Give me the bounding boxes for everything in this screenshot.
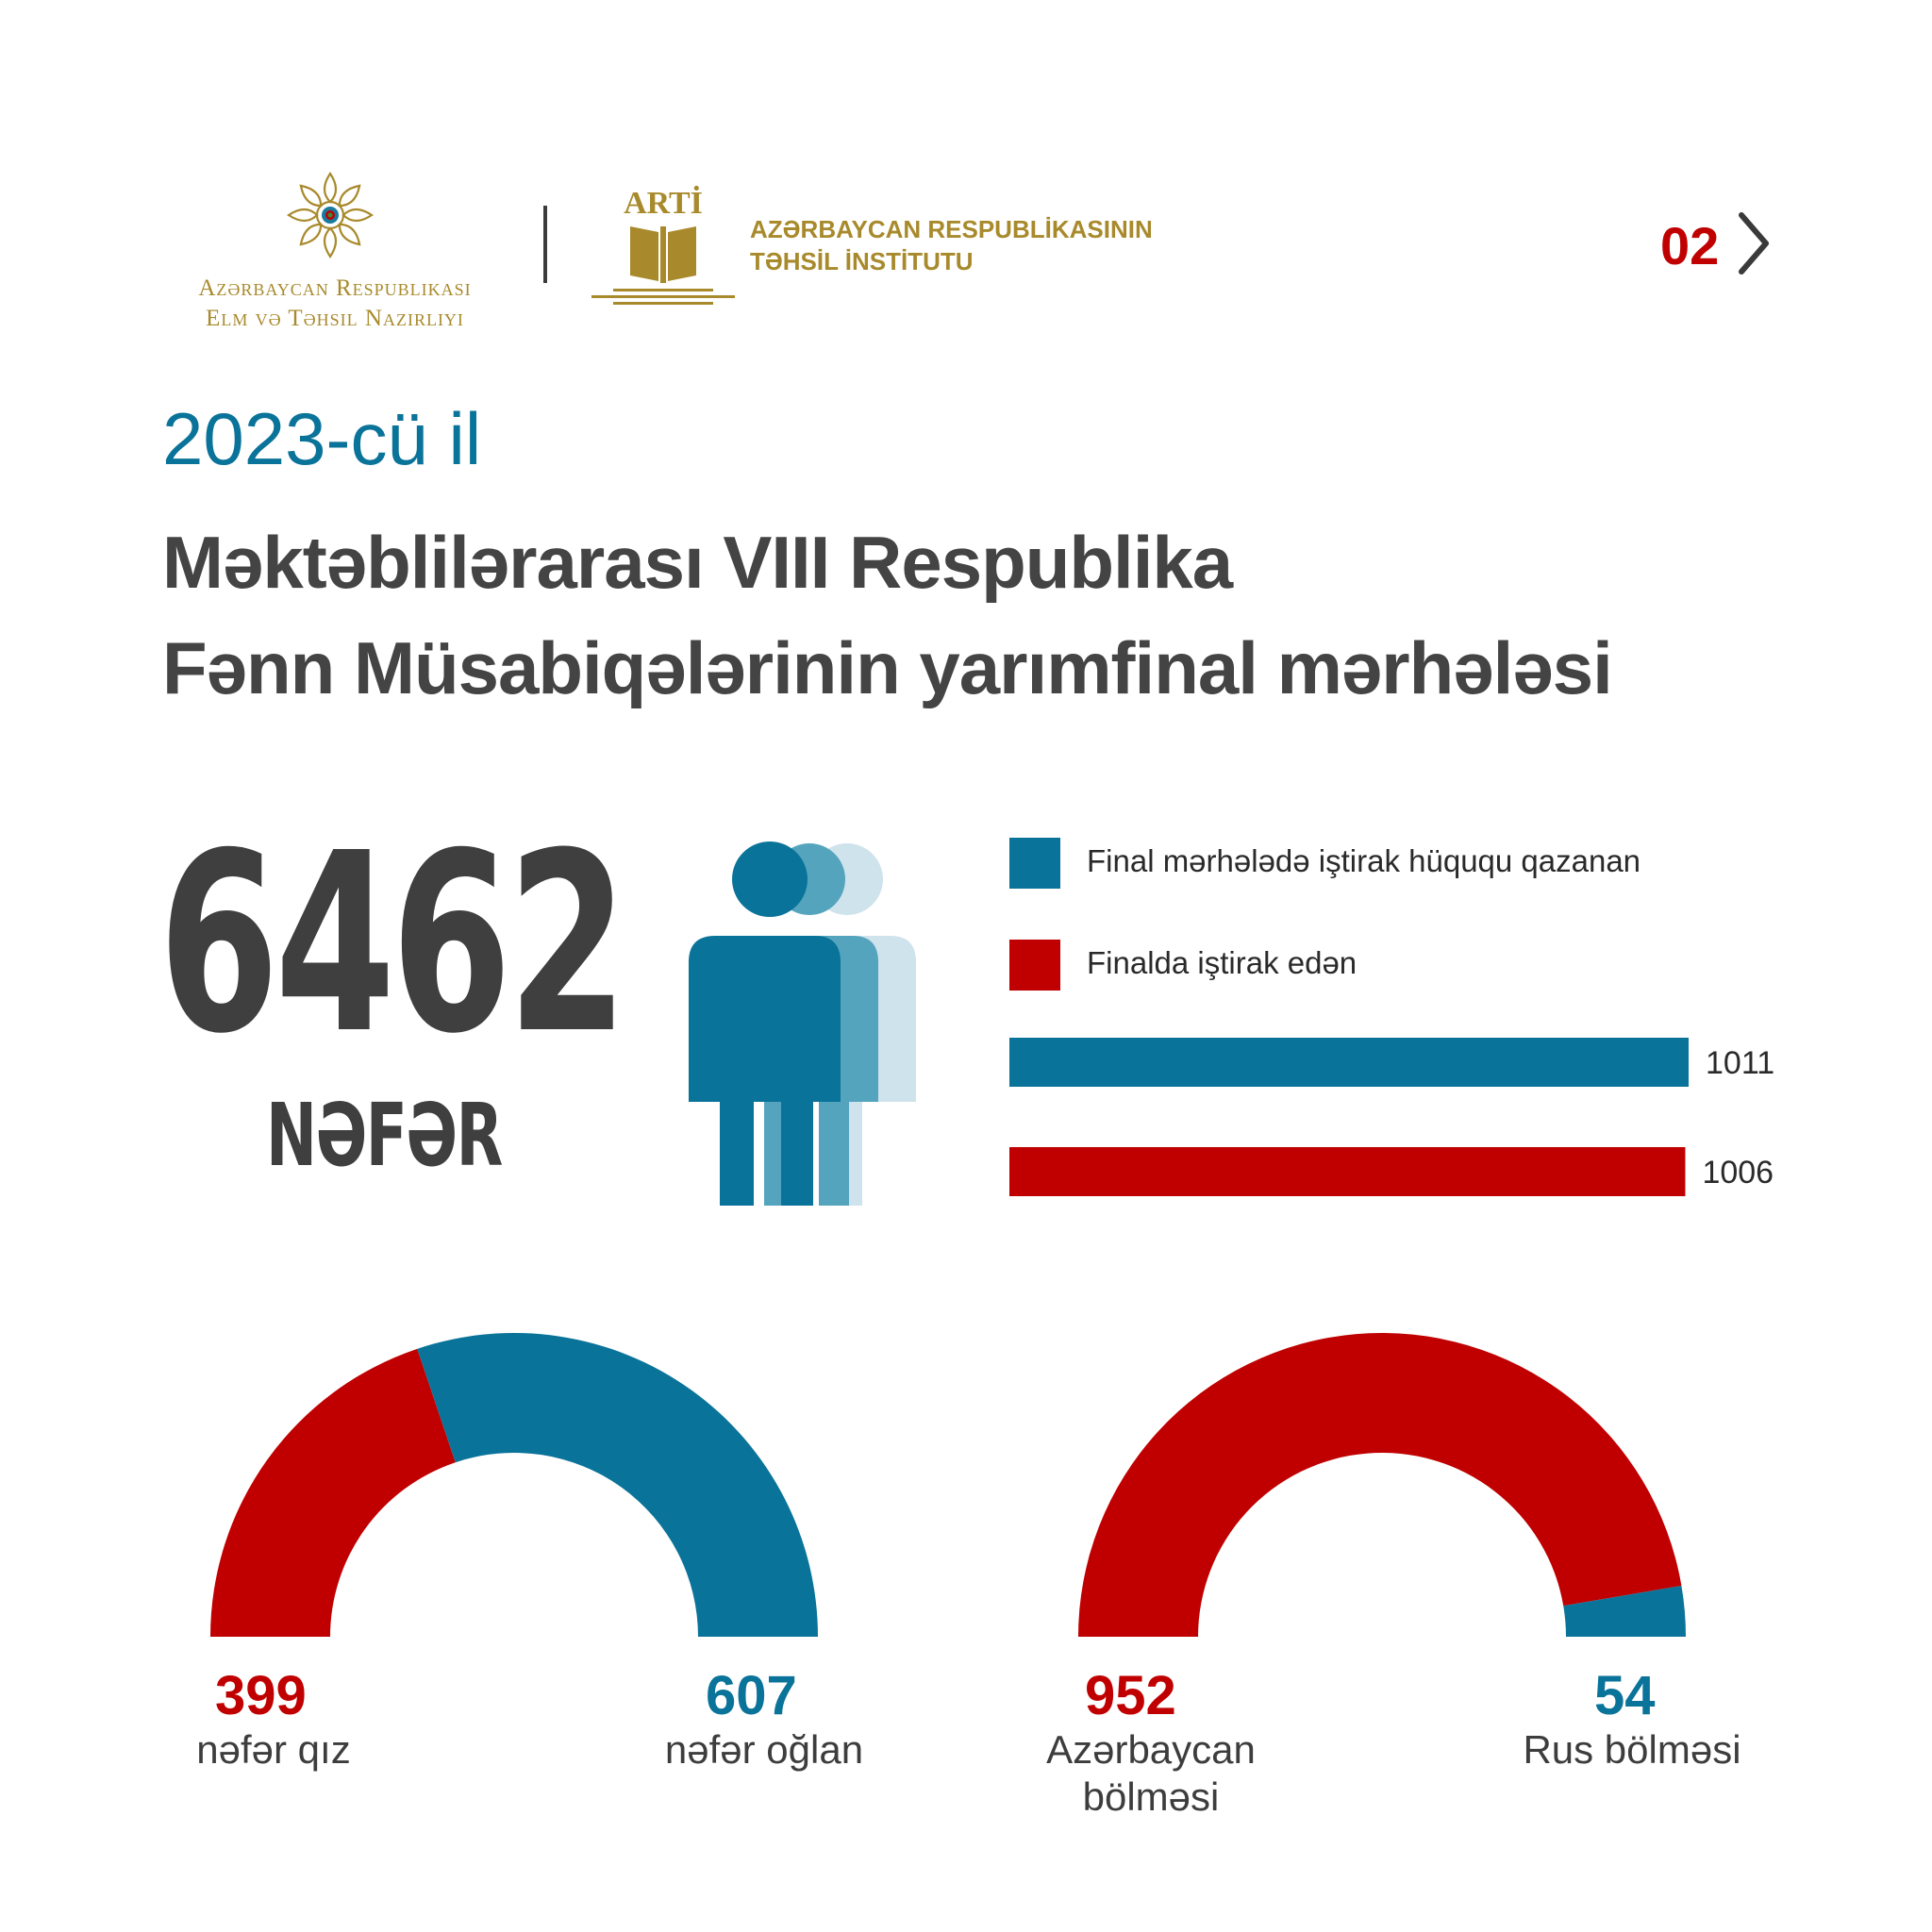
girls-count-value: 399 [215,1665,307,1726]
legend-label-qualified: Final mərhələdə iştirak hüququ qazanan [1087,843,1641,878]
ministry-name-line1: Azərbaycan Respublikası [198,275,472,301]
azerbaijani-section-label-line1: Azərbaycan [1046,1727,1256,1772]
page-title-line1: Məktəblilərarası VIII Respublika [162,521,1233,604]
bar-value-label-qualified: 1011 [1706,1045,1775,1081]
page-title [162,509,1612,721]
azerbaijani-section-value: 952 [1085,1665,1176,1726]
total-participants-number: 6462 [158,800,624,1088]
legend-label-participated: Finalda iştirak edən [1087,945,1357,980]
boys-count-value: 607 [706,1665,797,1726]
legend-swatch-qualified [1009,838,1060,889]
donut-slice-boys [417,1333,818,1637]
chevron-right-icon[interactable] [1736,209,1774,277]
donut-slice-girls [210,1349,456,1637]
bar-value-label-participated: 1006 [1702,1155,1774,1191]
institute-name [750,213,1153,277]
donut-slice-azerbaijani-section [1078,1333,1681,1637]
institute-name-line1: AZƏRBAYCAN RESPUBLİKASININ [750,215,1153,243]
year-title: 2023-cü il [162,397,482,480]
ministry-name-line2: Elm və Təhsil Nazirliyi [206,306,464,331]
section-half-donut-chart [1066,1321,1698,1660]
legend-swatch-participated [1009,940,1060,991]
arti-book-logo-icon [590,181,736,308]
finalists-bar-chart [1009,1038,1802,1208]
arti-logo-text: ARTİ [624,186,703,221]
azerbaijani-section-label [1009,1726,1292,1821]
gender-half-donut-chart [198,1321,830,1660]
page-number: 02 [1660,216,1720,275]
russian-section-label: Rus bölməsi [1523,1727,1741,1772]
bar-qualified [1009,1038,1689,1087]
girls-count-label: nəfər qız [196,1727,351,1772]
russian-section-value: 54 [1594,1665,1656,1726]
people-group-icon [687,830,923,1208]
ministry-name [165,274,505,334]
boys-count-label: nəfər oğlan [664,1727,864,1772]
institute-name-line2: TƏHSİL İNSTİTUTU [750,247,974,275]
bar-participated [1009,1147,1685,1196]
azerbaijani-section-label-line2: bölməsi [1082,1774,1220,1819]
ministry-emblem-icon [283,168,377,262]
total-participants-unit: NƏFƏR [266,1085,502,1186]
page-title-line2: Fənn Müsabiqələrinin yarımfinal mərhələsi [162,626,1612,709]
header-divider [543,206,547,283]
